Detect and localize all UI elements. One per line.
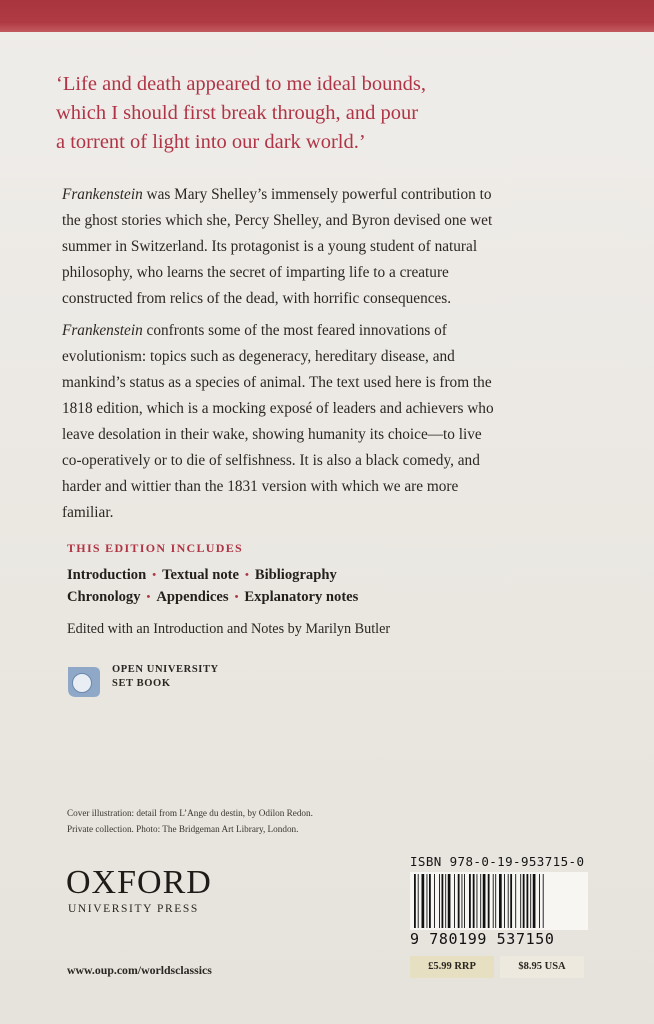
price-us-label: $8.95 USA [500,956,584,978]
quote-line: a torrent of light into our dark world.’ [56,131,366,153]
barcode-bar [458,874,460,928]
paragraph-line: the ghost stories which she, Percy Shelley, and Byron devised one wet [62,212,493,229]
paragraph-line: evolutionism: topics such as degeneracy, hereditary disease, and [62,348,455,365]
includes-item: Textual note [162,567,239,583]
description-paragraph-1 [62,182,582,312]
barcode-bar [520,874,521,928]
edited-by-line: Edited with an Introduction and Notes by Marilyn Butler [67,621,391,637]
book-title-italic: Frankenstein [62,322,143,339]
includes-item: Introduction [67,567,147,583]
paragraph-text: confronts some of the most feared innovations of [142,322,447,339]
paragraph-line [62,182,582,208]
barcode-bar [510,874,512,928]
book-title-italic: Frankenstein [62,186,143,203]
paragraph-line: philosophy, who learns the secret of imparting life to a creature [62,264,449,281]
includes-item: Chronology [67,589,141,605]
barcode-digits: 9 780199 537150 [410,930,555,948]
barcode-bar [448,874,451,928]
open-university-logo-icon [64,661,104,701]
barcode-bar [480,874,481,928]
barcode-bar [422,874,425,928]
paragraph-text: was Mary Shelley’s immensely powerful contribution to [142,186,492,203]
barcode-bar [445,874,446,928]
barcode-bar [533,874,536,928]
barcode-bar [527,874,529,928]
barcode-bar [493,874,494,928]
paragraph-line: mankind’s status as a species of animal. The text used here is from the [62,374,492,391]
ou-line: OPEN UNIVERSITY [112,664,219,675]
barcode-bar [523,874,525,928]
barcode-bar [414,874,416,928]
includes-item: Explanatory notes [244,589,359,605]
paragraph-line: co-operatively or to die of selfishness. It is also a black comedy, and [62,452,480,469]
credit-line: Cover illustration: detail from L’Ange du destin, by Odilon Redon. [67,808,313,818]
pull-quote [56,70,576,157]
barcode-bar [508,874,509,928]
ou-line: SET BOOK [112,678,171,689]
publisher-logo-oxford: OXFORD [66,864,212,901]
barcode-bar [473,874,475,928]
paragraph-line: harder and wittier than the 1831 version with which we are more [62,478,459,495]
barcode-bar [442,874,444,928]
includes-item: Appendices [156,589,229,605]
barcode-bar [515,874,516,928]
paragraph-line: constructed from relics of the dead, with horrific consequences. [62,290,452,307]
publisher-subtitle: UNIVERSITY PRESS [68,903,199,915]
barcode [410,872,588,930]
barcode-bar [464,874,465,928]
isbn-label: ISBN 978-0-19-953715-0 [410,854,585,869]
barcode-bar [488,874,490,928]
bullet-separator: • [244,569,249,581]
barcode-bar [454,874,455,928]
bullet-separator: • [152,569,157,581]
barcode-bar [543,874,544,928]
edition-includes-heading: THIS EDITION INCLUDES [67,541,244,555]
edition-includes-list [67,564,358,608]
quote-line: which I should first break through, and pour [56,102,419,124]
cover-credit [67,805,313,837]
paragraph-line: familiar. [62,504,114,521]
paragraph-line [62,318,582,344]
barcode-bar [504,874,505,928]
bullet-separator: • [234,591,239,603]
includes-row [67,586,358,608]
top-red-band [0,0,654,32]
includes-row [67,564,358,586]
barcode-bar [530,874,531,928]
barcode-bar [418,874,419,928]
description-paragraph-2 [62,318,582,526]
barcode-bar [434,874,435,928]
barcode-bar [429,874,431,928]
publisher-url: www.oup.com/worldsclassics [67,963,212,977]
barcode-bar [469,874,471,928]
barcode-bar [427,874,428,928]
barcode-bar [483,874,486,928]
barcode-bar [499,874,502,928]
barcode-bar [477,874,478,928]
barcode-bar [495,874,496,928]
includes-item: Bibliography [254,567,337,583]
paragraph-line: leave desolation in their wake, showing humanity its choice—to live [62,426,482,443]
bullet-separator: • [146,591,151,603]
quote-line: ‘Life and death appeared to me ideal bounds, [56,73,426,95]
barcode-bar [439,874,440,928]
paragraph-line: 1818 edition, which is a mocking exposé of leaders and achievers who [62,400,494,417]
paragraph-line: summer in Switzerland. Its protagonist is a young student of natural [62,238,478,255]
price-uk-sticker: £5.99 RRP [410,956,494,978]
barcode-bar [539,874,540,928]
barcode-bar [462,874,463,928]
open-university-set-book [112,663,219,691]
credit-line: Private collection. Photo: The Bridgeman Art Library, London. [67,824,299,834]
